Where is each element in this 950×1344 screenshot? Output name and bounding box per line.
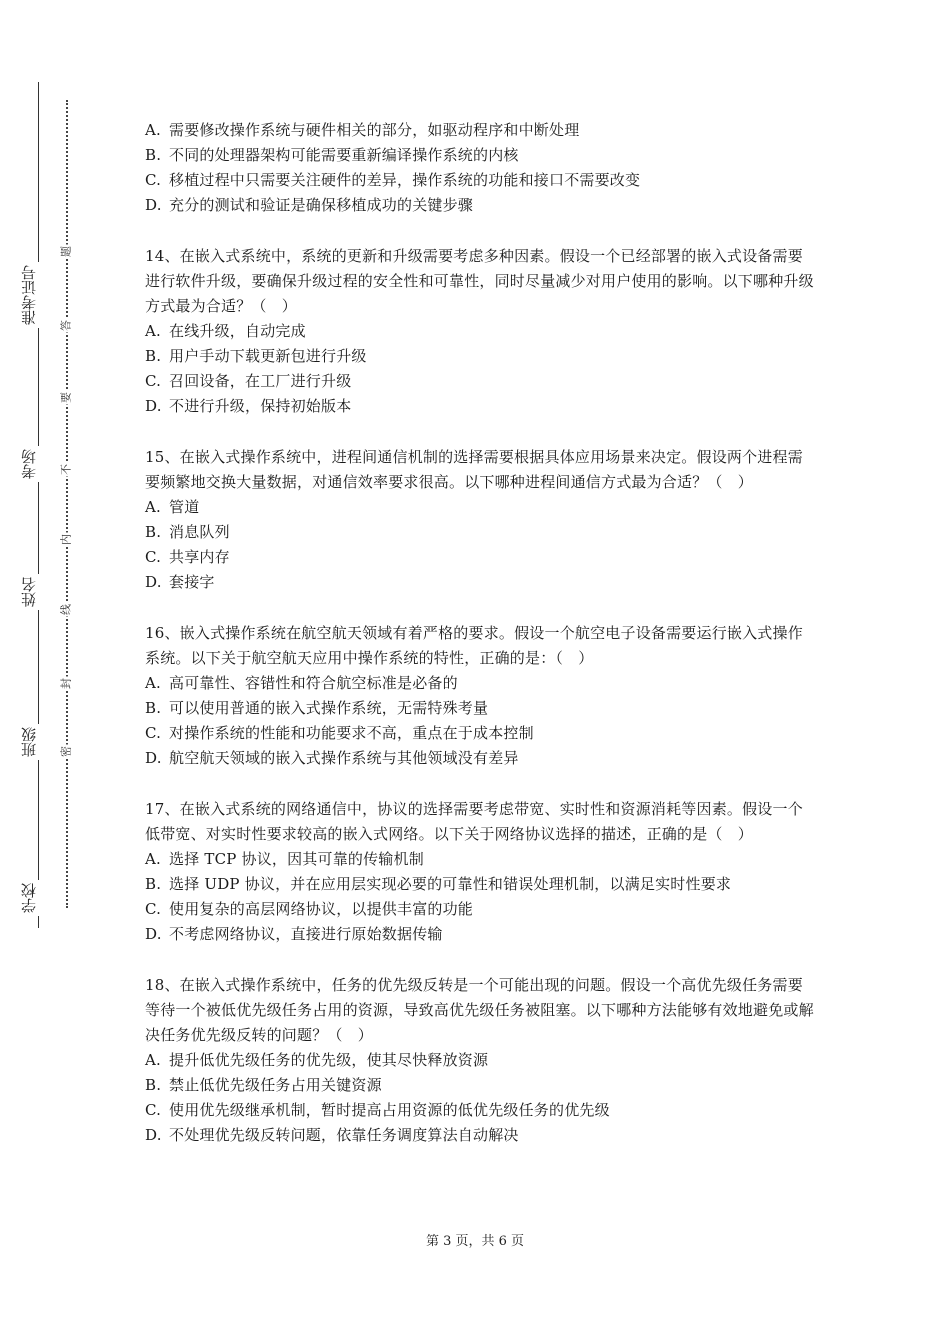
seal-char: 密	[59, 746, 73, 757]
option-b: B. 可以使用普通的嵌入式操作系统，无需特殊考量	[145, 699, 489, 717]
option-d: D. 套接字	[145, 573, 215, 591]
seal-dotted-line	[66, 100, 68, 908]
option-c: C. 召回设备，在工厂进行升级	[145, 372, 352, 390]
option-c: C. 移植过程中只需要关注硬件的差异，操作系统的功能和接口不需要改变	[145, 171, 641, 189]
option-d: D. 不考虑网络协议，直接进行原始数据传输	[145, 925, 443, 943]
question-16	[145, 621, 815, 771]
field-label-class: 班级	[21, 724, 55, 760]
page-number: 第 3 页，共 6 页	[425, 1234, 525, 1249]
option-a: A. 需要修改操作系统与硬件相关的部分，如驱动程序和中断处理	[145, 121, 580, 139]
seal-char: 不	[59, 464, 73, 475]
option-b: B. 消息队列	[145, 523, 230, 541]
option-d: D. 航空航天领域的嵌入式操作系统与其他领域没有差异	[145, 749, 519, 767]
option-b: B. 禁止低优先级任务占用关键资源	[145, 1076, 382, 1094]
seal-char: 线	[59, 604, 73, 615]
option-b: B. 选择 UDP 协议，并在应用层实现必要的可靠性和错误处理机制，以满足实时性要求	[145, 875, 732, 893]
option-c: C. 使用复杂的高层网络协议，以提供丰富的功能	[145, 900, 474, 918]
question-list	[145, 118, 815, 1174]
question-17	[145, 797, 815, 947]
option-d: D. 充分的测试和验证是确保移植成功的关键步骤	[145, 196, 474, 214]
seal-char: 答	[59, 320, 73, 331]
option-d: D. 不进行升级，保持初始版本	[145, 397, 352, 415]
question-13-options	[145, 118, 815, 218]
question-15	[145, 445, 815, 595]
option-a: A. 高可靠性、容错性和符合航空标准是必备的	[145, 674, 458, 692]
seal-char: 封	[59, 678, 73, 689]
question-stem: 17、在嵌入式系统的网络通信中，协议的选择需要考虑带宽、实时性和资源消耗等因素。假设一个低带宽、对实时性要求较高的嵌入式网络。以下关于网络协议选择的描述，正确的是（ ）	[145, 800, 803, 843]
option-c: C. 对操作系统的性能和功能要求不高，重点在于成本控制	[145, 724, 534, 742]
option-a: A. 选择 TCP 协议，因其可靠的传输机制	[145, 850, 424, 868]
binding-solid-line	[38, 82, 39, 928]
option-c: C. 共享内存	[145, 548, 230, 566]
question-stem: 18、在嵌入式操作系统中，任务的优先级反转是一个可能出现的问题。假设一个高优先级任务需要等待一个被低优先级任务占用的资源，导致高优先级任务被阻塞。以下哪种方法能够有效地避免或解决任务优先级反转的问题？（ ）	[145, 976, 814, 1044]
field-label-exam-id: 准考证号	[21, 262, 55, 328]
option-b: B. 不同的处理器架构可能需要重新编译操作系统的内核	[145, 146, 519, 164]
seal-char: 内	[59, 534, 73, 545]
option-a: A. 在线升级，自动完成	[145, 322, 306, 340]
field-label-school: 学校	[21, 880, 55, 916]
option-d: D. 不处理优先级反转问题，依靠任务调度算法自动解决	[145, 1126, 519, 1144]
seal-char: 题	[59, 246, 73, 257]
question-stem: 14、在嵌入式系统中，系统的更新和升级需要考虑多种因素。假设一个已经部署的嵌入式设备需要进行软件升级，要确保升级过程的安全性和可靠性，同时尽量减少对用户使用的影响。以下哪种升级方式最为合适？（ ）	[145, 247, 814, 315]
option-a: A. 提升低优先级任务的优先级，使其尽快释放资源	[145, 1051, 489, 1069]
option-a: A. 管道	[145, 498, 200, 516]
field-label-exam-room: 考场	[21, 446, 55, 482]
seal-char: 要	[59, 392, 73, 403]
field-label-name: 姓名	[21, 574, 55, 610]
question-stem: 16、嵌入式操作系统在航空航天领域有着严格的要求。假设一个航空电子设备需要运行嵌入式操作系统。以下关于航空航天应用中操作系统的特性，正确的是：（ ）	[145, 624, 803, 667]
question-18	[145, 973, 815, 1148]
option-b: B. 用户手动下载更新包进行升级	[145, 347, 367, 365]
option-c: C. 使用优先级继承机制，暂时提高占用资源的低优先级任务的优先级	[145, 1101, 610, 1119]
question-stem: 15、在嵌入式操作系统中，进程间通信机制的选择需要根据具体应用场景来决定。假设两个进程需要频繁地交换大量数据，对通信效率要求很高。以下哪种进程间通信方式最为合适？（ ）	[145, 448, 803, 491]
question-14	[145, 244, 815, 419]
